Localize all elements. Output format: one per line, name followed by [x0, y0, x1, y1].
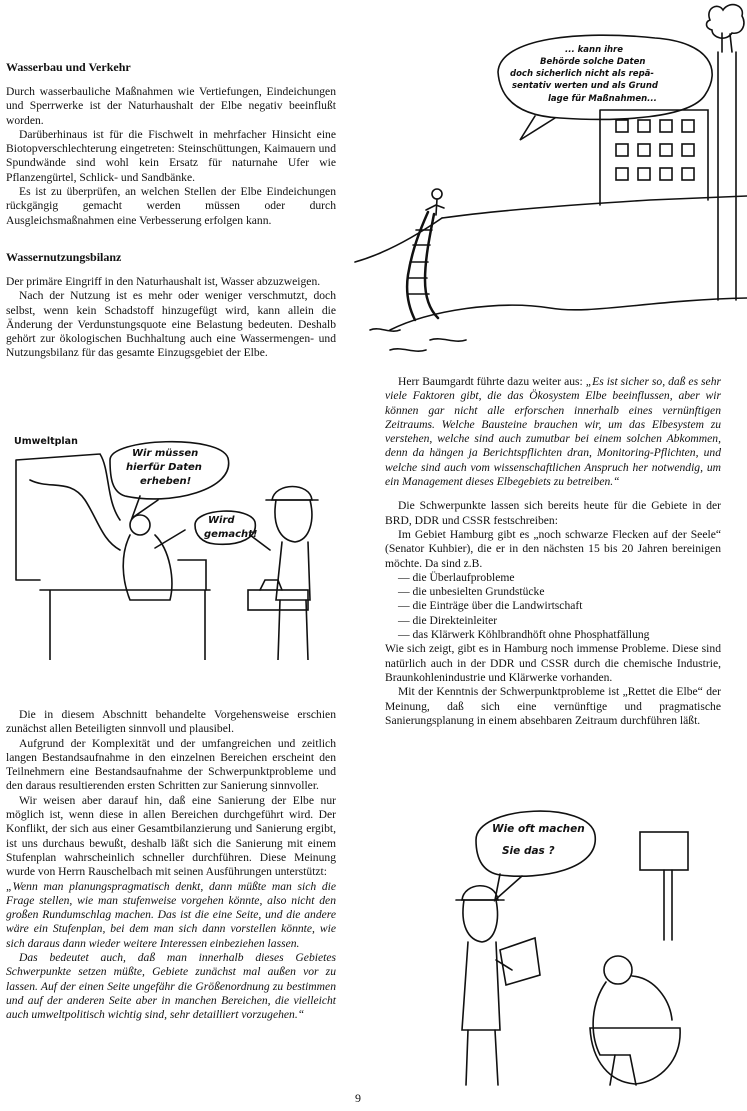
- cartoon-toilet-illustration: [440, 800, 745, 1090]
- paragraph: Die in diesem Abschnitt behandelte Vorgehensweise erschien zunächst allen Beteiligten sinnvoll und plausibel.: [6, 708, 336, 736]
- cartoon1-speech-line: lage für Maßnahmen...: [548, 94, 657, 104]
- cartoon1-speech-line: sentativ werten und als Grund: [512, 81, 658, 91]
- paragraph: Nach der Nutzung ist es mehr oder weniger verschmutzt, doch selbst, wenn kein Schadstoff hinzugefügt wird, kann allein die Änderung der Verdunstungsquote eine Belastung bedeuten. Deshalb gehört zur ökologischen Buchhaltung auch eine Wassermengen- und Nutzungsbilanz für das gesamte Einzugsgebiet der Elbe.: [6, 289, 336, 360]
- cartoon-planner-illustration: [10, 430, 335, 660]
- list-item: — das Klärwerk Köhlbrandhöft ohne Phosphatfällung: [398, 628, 721, 642]
- cartoon2-map-label: Umweltplan: [14, 436, 78, 447]
- problem-list: [385, 571, 721, 642]
- paragraph: Der primäre Eingriff in den Naturhaushalt ist, Wasser abzuzweigen.: [6, 274, 321, 288]
- page-number: 9: [355, 1091, 361, 1105]
- cartoon1-speech-line: ... kann ihre: [565, 45, 624, 55]
- cartoon3-speech-line: Sie das ?: [502, 845, 555, 857]
- cartoon2-speech-line: erheben!: [140, 476, 192, 487]
- left-column-bottom: [6, 708, 336, 1023]
- quote-rauschelbach: „Wenn man planungspragmatisch denkt, dann müßte man sich die Frage stellen, wie man stufenweise vorgehen könnte, also nicht den großen Rundumschlag machen. Das ist die eine Seite, und die andere wäre ein Stufenplan, bei dem man sich dann vorstellen könnte, wie sich daraus dann wieder weitere Interessen einbeziehen lassen.: [6, 879, 336, 950]
- paragraph: Mit der Kenntnis der Schwerpunktprobleme ist „Rettet die Elbe“ der Meinung, daß sich eine vernünftige und pragmatische Sanierungsplanung in einem absehbaren Zeitraum durchführen läßt.: [385, 685, 721, 727]
- paragraph: [385, 375, 721, 489]
- cartoon2-speech-line: hierfür Daten: [126, 462, 202, 473]
- list-item: — die Überlaufprobleme: [398, 571, 721, 585]
- right-column: [385, 375, 721, 728]
- cartoon2-speech-line: Wir müssen: [132, 448, 199, 459]
- cartoon3-speech-line: Wie oft machen: [492, 823, 585, 835]
- quote-baumgardt: „Es ist sicher so, daß es sehr viele Faktoren gibt, die das Ökosystem Elbe beeinflussen, aber wir können gar nicht alle erforschen innerhalb eines vernünftigen Zeitraums. Welche Bausteine brauchen wir, um das Elbesystem zu verstehen, welche sind auch zumutbar bei einem solchen Abkommen, denn da hängen ja Berichtspflichten dran, Monitoring-Pflichten, und welche sind auch vom wissenschaftlichen Anspruch her notwendig, um ein Management dieses Elbegebiets zu betreiben.“: [385, 375, 721, 489]
- list-item: — die unbesielten Grundstücke: [398, 585, 721, 599]
- intro-baumgardt: Herr Baumgardt führte dazu weiter aus:: [398, 375, 583, 388]
- heading-wassernutzungsbilanz: Wassernutzungsbilanz: [6, 249, 122, 264]
- paragraph: Wie sich zeigt, gibt es in Hamburg noch immense Probleme. Diese sind natürlich auch in der DDR und CSSR durch die chemische Industrie, Braunkohlenindustrie und Klärwerke vorhanden.: [385, 642, 721, 684]
- left-column-top: [6, 60, 336, 361]
- heading-wasserbau: Wasserbau und Verkehr: [6, 60, 131, 74]
- paragraph: Aufgrund der Komplexität und der umfangreichen und zeitlich langen Bestandsaufnahme in den einzelnen Bereichen erscheint den Teilnehmern eine Bestandsaufnahme der Schwerpunktprobleme und den daraus resultierenden ersten Schritten zur Sanierung sinnvoller.: [6, 736, 336, 793]
- cartoon1-speech-line: doch sicherlich nicht als repä-: [510, 69, 654, 79]
- list-item: — die Einträge über die Landwirtschaft: [398, 599, 721, 613]
- paragraph: Es ist zu überprüfen, an welchen Stellen der Elbe Eindeichungen rückgängig gemacht werden müssen oder durch Ausgleichsmaßnahmen eine Verbesserung erfolgen kann.: [6, 185, 336, 227]
- cartoon2-speech-line: gemacht!: [204, 529, 258, 540]
- cartoon1-speech-line: Behörde solche Daten: [540, 57, 646, 67]
- paragraph: Im Gebiet Hamburg gibt es „noch schwarze Flecken auf der Seele“ (Senator Kuhbier), die er in den nächsten 15 bis 20 Jahren bereinigen möchte. Da sind z.B.: [385, 527, 721, 570]
- paragraph: Die Schwerpunkte lassen sich bereits heute für die Gebiete in der BRD, DDR und CSSR festschreiben:: [385, 499, 721, 527]
- quote-rauschelbach-cont: Das bedeutet auch, daß man innerhalb dieses Gebietes Schwerpunkte setzen müßte, Gebiete zunächst mal außen vor zu lassen. Auf der einen Seite ungefähr die Größenordnung zu bestimmen und auf der anderen Seite aber in manchen Bereichen, die vielleicht auch umweltpolitisch wichtig sind, sehr detailliert vorzugehen.“: [6, 951, 336, 1022]
- paragraph: Durch wasserbauliche Maßnahmen wie Vertiefungen, Eindeichungen und Sperrwerke ist der Naturhaushalt der Elbe negativ beeinflußt worden.: [6, 85, 336, 127]
- cartoon2-speech-line: Wird: [208, 515, 235, 526]
- paragraph: Darüberhinaus ist für die Fischwelt in mehrfacher Hinsicht eine Biotopverschlechterung eingetreten: Steinschüttungen, Kaimauern und Spundwände sind wohl kein Ersatz für naturnahe Ufer wie Pflanzengürtel, Schlick- und Sandbänke.: [6, 127, 336, 184]
- cartoon-factory-illustration: [350, 0, 747, 360]
- paragraph: Wir weisen aber darauf hin, daß eine Sanierung der Elbe nur möglich ist, wenn diese in allen Bereichen durchgeführt wird. Der Konflikt, der sich aus einer Gesamtbilanzierung und Sanierung ergibt, ist uns durchaus bewußt, deshalb läßt sich die Sanierung mit einem Stufenplan wahrscheinlich schneller durchführen. Diese Meinung wurde von Herrn Rauschelbach mit seinen Ausführungen unterstützt:: [6, 793, 336, 879]
- list-item: — die Direkteinleiter: [398, 614, 721, 628]
